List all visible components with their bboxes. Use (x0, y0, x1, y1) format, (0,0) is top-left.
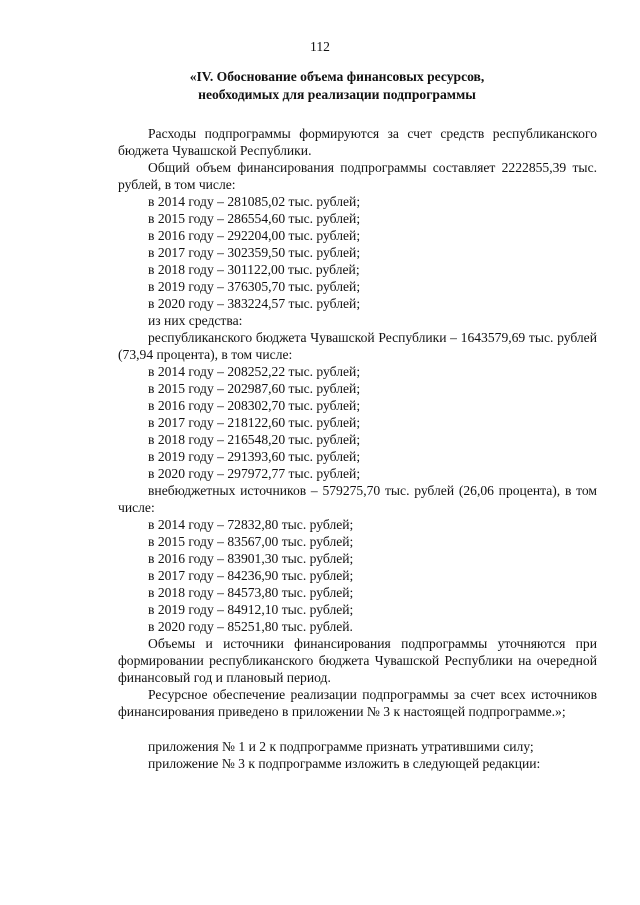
list-item: в 2017 году – 302359,50 тыс. рублей; (148, 245, 361, 260)
list-item: в 2018 году – 301122,00 тыс. рублей; (148, 262, 360, 277)
section-heading-line-1: «IV. Обоснование объема финансовых ресурсов, (189, 69, 485, 84)
section-heading-line-2: необходимых для реализации подпрограммы (198, 87, 476, 102)
list-item: в 2018 году – 216548,20 тыс. рублей; (148, 432, 361, 447)
list-item: в 2020 году – 297972,77 тыс. рублей; (148, 466, 361, 481)
list-item: в 2014 году – 281085,02 тыс. рублей; (148, 194, 361, 209)
paragraph-republican-budget: республиканского бюджета Чувашской Республики – 1643579,69 тыс. рублей (73,94 процента), в том числе: (118, 330, 597, 362)
list-item: в 2019 году – 84912,10 тыс. рублей; (148, 602, 354, 617)
total-by-year-list (118, 193, 597, 312)
republican-budget-by-year-list (118, 363, 597, 482)
list-item: в 2020 году – 383224,57 тыс. рублей; (148, 296, 361, 311)
page-number: 112 (310, 39, 330, 54)
list-item: в 2015 году – 202987,60 тыс. рублей; (148, 381, 361, 396)
paragraph-of-them: из них средства: (148, 313, 243, 328)
paragraph-annex-void: приложения № 1 и 2 к подпрограмме признать утратившими силу; (148, 739, 534, 754)
document-body (118, 125, 597, 772)
paragraph-extrabudgetary: внебюджетных источников – 579275,70 тыс. рублей (26,06 процента), в том числе: (118, 483, 597, 515)
list-item: в 2014 году – 208252,22 тыс. рублей; (148, 364, 361, 379)
paragraph-spacer (118, 720, 597, 738)
extrabudgetary-by-year-list (118, 516, 597, 635)
list-item: в 2016 году – 208302,70 тыс. рублей; (148, 398, 361, 413)
section-heading (120, 68, 554, 104)
paragraph-total-volume: Общий объем финансирования подпрограммы составляет 2222855,39 тыс. рублей, в том числе: (118, 160, 597, 192)
list-item: в 2020 году – 85251,80 тыс. рублей. (148, 619, 353, 634)
list-item: в 2019 году – 376305,70 тыс. рублей; (148, 279, 361, 294)
paragraph-clarification: Объемы и источники финансирования подпрограммы уточняются при формировании республиканского бюджета Чувашской Республики на очередной финансовый год и плановый период. (118, 636, 597, 685)
list-item: в 2015 году – 286554,60 тыс. рублей; (148, 211, 361, 226)
list-item: в 2016 году – 83901,30 тыс. рублей; (148, 551, 354, 566)
list-item: в 2017 году – 84236,90 тыс. рублей; (148, 568, 354, 583)
list-item: в 2016 году – 292204,00 тыс. рублей; (148, 228, 361, 243)
list-item: в 2019 году – 291393,60 тыс. рублей; (148, 449, 361, 464)
list-item: в 2018 году – 84573,80 тыс. рублей; (148, 585, 354, 600)
list-item: в 2014 году – 72832,80 тыс. рублей; (148, 517, 354, 532)
paragraph-expenses-source: Расходы подпрограммы формируются за счет средств республиканского бюджета Чувашской Республики. (118, 126, 597, 158)
paragraph-resource-provision: Ресурсное обеспечение реализации подпрограммы за счет всех источников финансирования приведено в приложении № 3 к настоящей подпрограмме.»; (118, 687, 597, 719)
list-item: в 2015 году – 83567,00 тыс. рублей; (148, 534, 354, 549)
list-item: в 2017 году – 218122,60 тыс. рублей; (148, 415, 361, 430)
paragraph-annex-new-edition: приложение № 3 к подпрограмме изложить в следующей редакции: (148, 756, 541, 771)
